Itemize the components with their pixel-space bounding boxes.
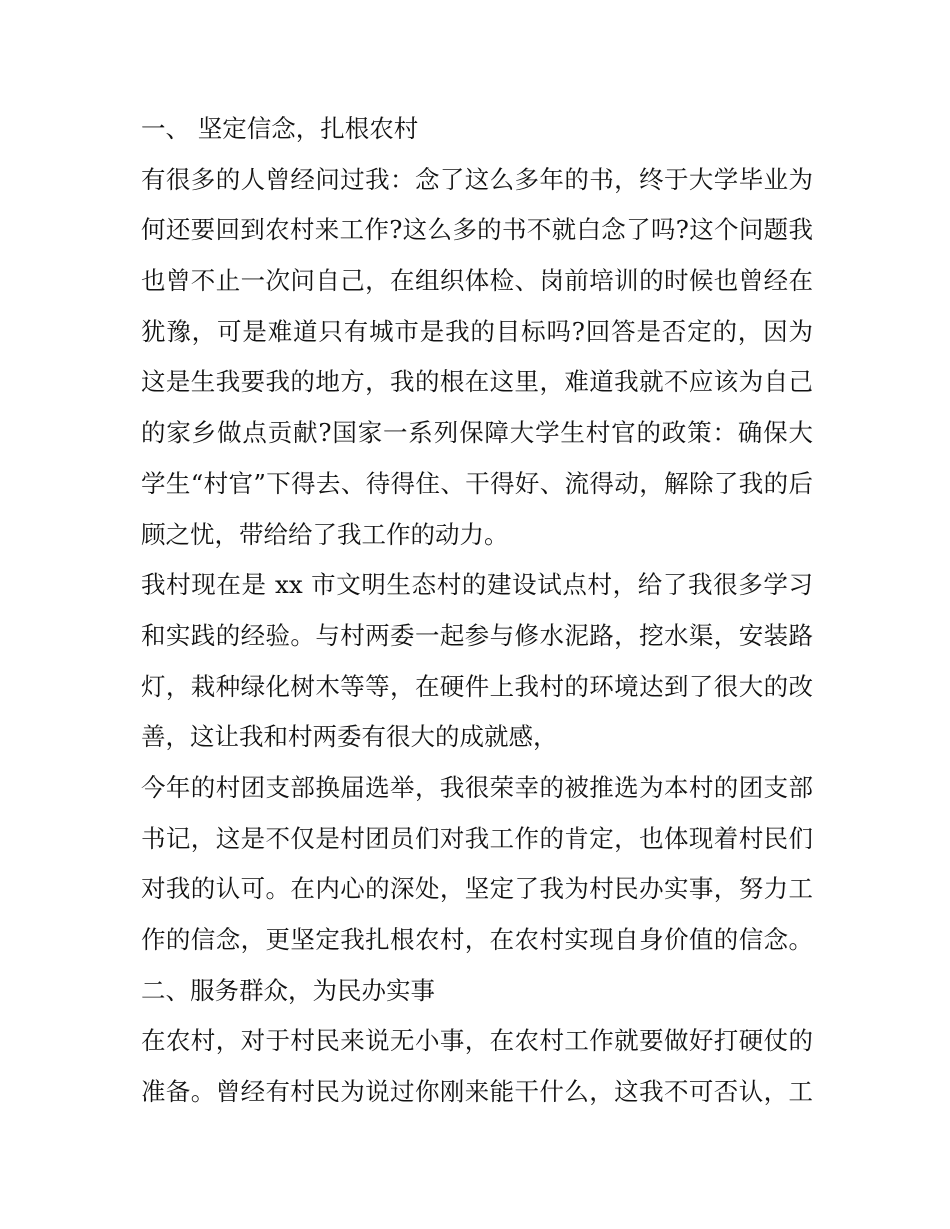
section-heading-1: 一、 坚定信念，扎根农村 [141,114,419,143]
paragraph-line: 作的信念，更坚定我扎根农村，在农村实现自身价值的信念。 [141,925,813,954]
paragraph-line: 书记，这是不仅是村团员们对我工作的肯定，也体现着村民们 [141,823,813,853]
paragraph-line: 灯，栽种绿化树木等等，在硬件上我村的环境达到了很大的改 [141,671,813,701]
paragraph-line: 我村现在是 xx 市文明生态村的建设试点村，给了我很多学习 [141,570,813,600]
document-body [141,104,813,1118]
section-heading-2: 二、服务群众，为民办实事 [141,975,435,1005]
paragraph-line: 对我的认可。在内心的深处，坚定了我为村民办实事，努力工 [141,874,813,904]
paragraph-line: 也曾不止一次问自己，在组织体检、岗前培训的时候也曾经在 [141,266,813,296]
paragraph-line: 学生“村官”下得去、待得住、干得好、流得动，解除了我的后 [141,468,813,498]
paragraph-line: 和实践的经验。与村两委一起参与修水泥路，挖水渠，安装路 [141,620,813,650]
paragraph-line: 顾之忧，带给给了我工作的动力。 [141,519,509,549]
paragraph-line: 在农村，对于村民来说无小事，在农村工作就要做好打硬仗的 [141,1026,813,1056]
paragraph-line: 犹豫，可是难道只有城市是我的目标吗?回答是否定的，因为 [141,316,813,346]
paragraph-line: 有很多的人曾经问过我：念了这么多年的书，终于大学毕业为 [141,164,813,194]
paragraph-line: 的家乡做点贡献?国家一系列保障大学生村官的政策：确保大 [141,418,813,448]
paragraph-line: 准备。曾经有村民为说过你刚来能干什么，这我不可否认，工 [141,1077,813,1107]
paragraph-line: 何还要回到农村来工作?这么多的书不就白念了吗?这个问题我 [141,215,813,245]
paragraph-line: 善，这让我和村两委有很大的成就感， [141,722,558,752]
paragraph-line: 这是生我要我的地方，我的根在这里，难道我就不应该为自己 [141,367,813,397]
paragraph-line: 今年的村团支部换届选举，我很荣幸的被推选为本村的团支部 [141,772,813,802]
